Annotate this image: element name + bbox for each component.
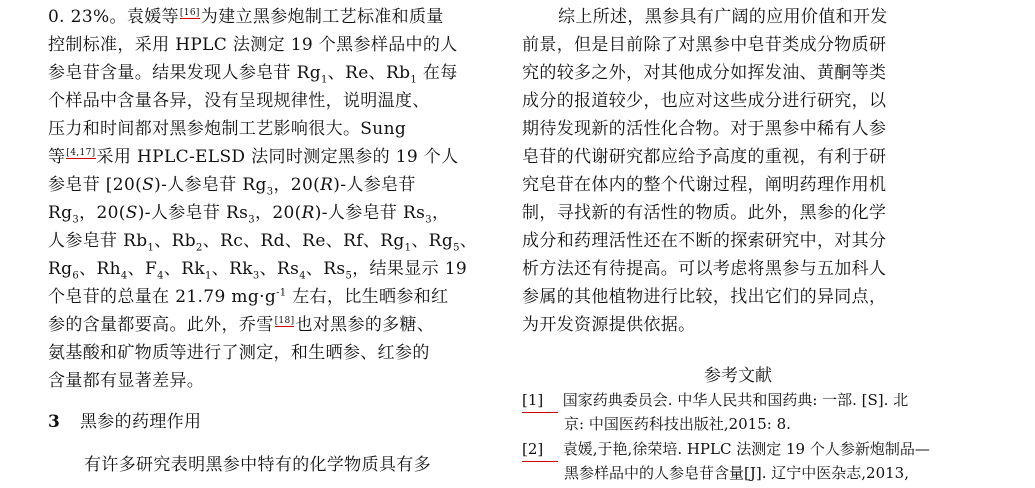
text-line: 参的含量都要高。此外，乔雪[18]也对黑参的多糖、 (48, 315, 435, 335)
text-line: 成分的报道较少，也应对这些成分进行研究，以 (522, 91, 887, 111)
text-line: 前景，但是目前除了对黑参中皂苷类成分物质研 (522, 35, 887, 55)
text-line: 皂苷的代谢研究都应给予高度的重视，有利于研 (522, 147, 887, 167)
text-line: 成分和药理活性还在不断的探索研究中，对其分 (522, 231, 887, 251)
citation-link[interactable]: [4,17] (66, 148, 96, 159)
text-line: 有许多研究表明黑参中特有的化学物质具有多 (84, 455, 431, 475)
text-line: 为开发资源提供依据。 (522, 315, 696, 335)
text-line: 个皂苷的总量在 21.79 $mg\cdot g^{-1}$ 左右，比生晒参和红 (48, 287, 449, 307)
text-line: 参皂苷 [20(S)-人参皂苷 $Rg_3$，20(R)-人参皂苷 (48, 175, 416, 198)
text-line: 综上所述，黑参具有广阔的应用价值和开发 (558, 7, 888, 27)
reference-text: 袁媛,于艳,徐荣培. HPLC 法测定 19 个人参新炮制品— (562, 440, 930, 458)
text-line: 期待发现新的活性化合物。对于黑参中稀有人参 (522, 119, 887, 139)
reference-text: 国家药典委员会. 中华人民共和国药典: 一部. [S]. 北 (562, 391, 909, 409)
text-line: 析方法还有待提高。可以考虑将黑参与五加科人 (522, 259, 887, 279)
reference-number[interactable]: [1] (522, 388, 558, 413)
text-line: 参属的其他植物进行比较，找出它们的异同点， (522, 287, 887, 307)
text-line: 含量都有显著差异。 (48, 371, 205, 391)
text-line: $Rg_3$，20(S)-人参皂苷 $Rs_3$，20(R)-人参皂苷 $Rs_3$， (48, 203, 450, 226)
reference-text: 黑参样品中的人参皂苷含量[J]. 辽宁中医杂志,2013, (564, 464, 909, 482)
text-line: 人参皂苷 $Rb_1$、$Rb_2$、Rc、Rd、Re、Rf、$Rg_1$、$Rg_5$、 (48, 231, 478, 254)
section-heading (48, 410, 201, 434)
section-title: 黑参的药理作用 (79, 412, 202, 432)
text-line: 究皂苷在体内的整个代谢过程，阐明药理作用机 (522, 175, 887, 195)
text-line: 等[4,17]采用 HPLC-ELSD 法同时测定黑参的 19 个人 (48, 147, 459, 167)
reference-text: 京: 中国医药科技出版社,2015: 8. (564, 415, 791, 433)
text-line: 究的较多之外，对其他成分如挥发油、黄酮等类 (522, 63, 887, 83)
text-line: 参皂苷含量。结果发现人参皂苷 $Rg_1$、Re、$Rb_1$ 在每 (48, 63, 458, 86)
text-line: 压力和时间都对黑参炮制工艺影响很大。Sung (48, 119, 407, 139)
citation-link[interactable]: [16] (179, 8, 200, 19)
text-line: 制，寻找新的有活性的物质。此外，黑参的化学 (522, 203, 887, 223)
reference-number[interactable]: [2] (522, 437, 558, 462)
citation-link[interactable]: [18] (274, 316, 295, 327)
reference-item (522, 437, 954, 461)
reference-item (522, 388, 954, 412)
section-number: 3 (48, 412, 61, 432)
text-line: $Rg_6$、$Rh_4$、$F_4$、$Rk_1$、$Rk_3$、$Rs_4$、$Rs_5$，结果显示 19 (48, 259, 468, 282)
text-line: 个样品中含量各异，没有呈现规律性，说明温度、 (48, 91, 430, 111)
text-line: 0. 23%。袁媛等[16]为建立黑参炮制工艺标准和质量 (48, 7, 444, 27)
text-line: 氨基酸和矿物质等进行了测定，和生晒参、红参的 (48, 343, 430, 363)
text-line: 控制标准，采用 HPLC 法测定 19 个黑参样品中的人 (48, 35, 458, 55)
references-title: 参考文献 (704, 366, 772, 386)
